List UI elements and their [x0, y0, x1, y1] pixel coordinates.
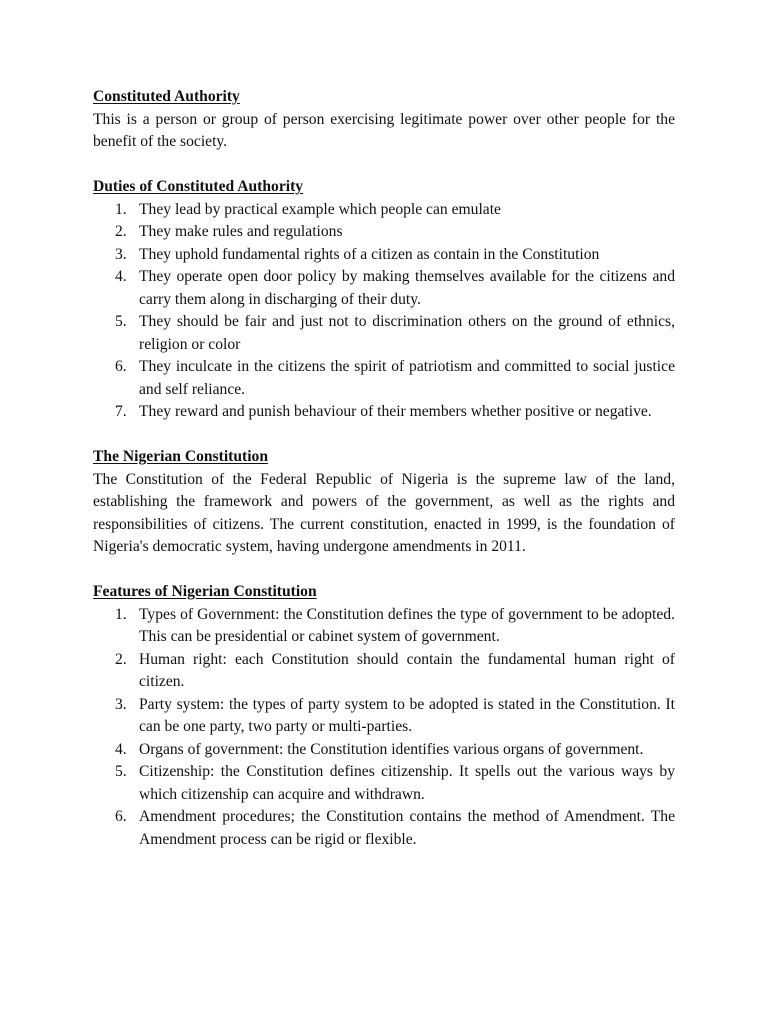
list-number: 7.	[115, 403, 127, 420]
duties-list	[93, 199, 675, 424]
list-item-text: Citizenship: the Constitution defines citizenship. It spells out the various ways by which citizenship can acquire and withdrawn.	[139, 763, 675, 803]
list-item-text: They lead by practical example which people can emulate	[139, 200, 501, 218]
list-item	[93, 311, 675, 356]
list-item	[93, 694, 675, 739]
list-item-text: Party system: the types of party system to be adopted is stated in the Constitution. It can be one party, two party or multi-parties.	[139, 695, 675, 735]
heading-constituted-authority: Constituted Authority	[93, 88, 240, 105]
list-item	[93, 356, 675, 401]
list-number: 2.	[115, 650, 127, 668]
list-item	[93, 649, 675, 694]
list-item-text: They reward and punish behaviour of their members whether positive or negative.	[139, 403, 652, 420]
spacer	[93, 154, 675, 177]
list-item	[93, 199, 675, 222]
list-item-text: Organs of government: the Constitution identifies various organs of government.	[139, 740, 644, 758]
list-item	[93, 266, 675, 311]
heading-features: Features of Nigerian Constitution	[93, 583, 317, 600]
list-item-text: Types of Government: the Constitution defines the type of government to be adopted. This can be presidential or cabinet system of government.	[139, 605, 675, 645]
list-number: 5.	[115, 313, 127, 330]
paragraph-nigerian-constitution: The Constitution of the Federal Republic of Nigeria is the supreme law of the land, establishing the framework and powers of the government, as well as the rights and responsibilities of citizens. The current constitution, enacted in 1999, is the foundation of Nigeria's democratic system, having undergone amendments in 2011.	[93, 470, 675, 555]
list-number: 5.	[115, 763, 127, 780]
list-number: 1.	[115, 200, 127, 218]
list-item	[93, 806, 675, 851]
paragraph-constituted-authority: This is a person or group of person exercising legitimate power over other people for the benefit of the society.	[93, 110, 675, 150]
spacer	[93, 559, 675, 582]
list-number: 3.	[115, 245, 127, 263]
list-item-text: They inculcate in the citizens the spirit of patriotism and committed to social justice and self reliance.	[139, 358, 675, 398]
spacer	[93, 424, 675, 447]
list-item-text: They make rules and regulations	[139, 223, 343, 240]
list-item	[93, 739, 675, 762]
list-item	[93, 221, 675, 244]
list-item-text: They uphold fundamental rights of a citizen as contain in the Constitution	[139, 245, 600, 263]
list-item	[93, 761, 675, 806]
list-number: 4.	[115, 268, 127, 285]
heading-nigerian-constitution: The Nigerian Constitution	[93, 448, 269, 465]
features-list	[93, 604, 675, 852]
list-item-text: They operate open door policy by making themselves available for the citizens and carry them along in discharging of their duty.	[139, 268, 675, 308]
list-number: 2.	[115, 223, 127, 240]
document-page	[93, 86, 675, 851]
list-item	[93, 401, 675, 424]
list-number: 6.	[115, 808, 127, 825]
list-number: 6.	[115, 358, 127, 375]
list-item	[93, 244, 675, 267]
list-number: 1.	[115, 605, 127, 623]
heading-duties: Duties of Constituted Authority	[93, 178, 304, 195]
list-item-text: Amendment procedures; the Constitution contains the method of Amendment. The Amendment process can be rigid or flexible.	[139, 808, 675, 848]
list-number: 4.	[115, 740, 127, 758]
list-item	[93, 604, 675, 649]
list-item-text: They should be fair and just not to discrimination others on the ground of ethnics, religion or color	[139, 313, 675, 353]
list-item-text: Human right: each Constitution should contain the fundamental human right of citizen.	[139, 650, 675, 690]
list-number: 3.	[115, 695, 127, 713]
